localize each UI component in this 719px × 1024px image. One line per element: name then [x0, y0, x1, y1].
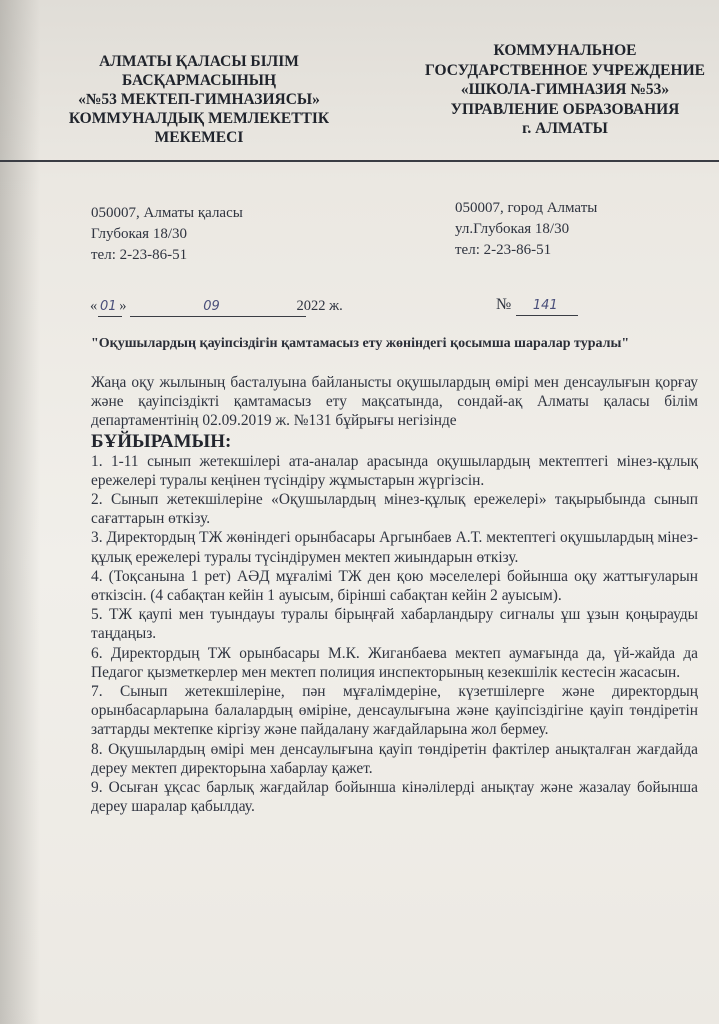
header-left-line: «№53 МЕКТЕП-ГИМНАЗИЯСЫ» — [78, 91, 320, 108]
header-left-line: АЛМАТЫ ҚАЛАСЫ БІЛІМ — [99, 53, 299, 70]
address-line: 050007, Алматы қаласы — [91, 205, 243, 221]
order-item: 6. Директордың ТЖ орынбасары М.К. Жиганбаева мектеп аумағында да, үй-жайда да Педагог қызметкерлер мен мектеп полиция инспекторының кезекшілік кестесін жасасын. — [91, 644, 698, 681]
address-line: Глубокая 18/30 — [91, 226, 187, 242]
header-right-line: «ШКОЛА-ГИМНАЗИЯ №53» — [460, 81, 670, 98]
order-item: 4. (Тоқсанына 1 рет) АӘД мұғалімі ТЖ ден қою мәселелері бойынша оқу жаттығуларын өткізсін. (4 сабақтан кейін 1 ауысым, бірінші сабақтан кейін 2 ауысым). — [91, 567, 698, 605]
order-date — [90, 298, 343, 315]
header-right-line: г. АЛМАТЫ — [522, 120, 608, 137]
order-title: "Оқушылардың қауіпсіздігін қамтамасыз ету жөніндегі қосымша шаралар туралы" — [91, 336, 630, 351]
header-russian — [420, 41, 710, 139]
order-number-value: 141 — [532, 298, 558, 313]
order-item: 9. Осыған ұқсас барлық жағдайлар бойынша кінәлілерді анықтау және жазалау бойынша дереу шаралар қабылдау. — [91, 779, 698, 816]
date-year: 2022 ж. — [296, 298, 343, 314]
order-number-label: № — [496, 296, 512, 313]
address-kazakh — [91, 203, 243, 266]
header-right-line: УПРАВЛЕНИЕ ОБРАЗОВАНИЯ — [450, 100, 680, 118]
preamble: Жаңа оқу жылының басталуына байланысты оқушылардың өмірі мен денсаулығын қорғау және қауіпсіздікті қамтамасыз ету мақсатында, сондай-ақ Алматы қаласы білім департаментінің 02.09.2019 ж. №131 бұйрығы негізінде — [91, 374, 698, 430]
order-item: 8. Оқушылардың өмірі мен денсаулығына қауіп төндіретін фактілер анықталған жағдайда дереу мектеп директорына хабарлау қажет. — [91, 740, 698, 777]
date-day: 01 — [99, 299, 117, 314]
date-close-quote: » — [119, 298, 127, 314]
address-line: ул.Глубокая 18/30 — [455, 221, 570, 237]
order-item: 1. 1-11 сынып жетекшілері ата-аналар арасында оқушылардың мектептегі мінез-құлық ережелері туралы кеңінен түсіндіру жұмыстарын жүргізсін. — [91, 452, 698, 489]
header-right-line: ГОСУДАРСТВЕННОЕ УЧРЕЖДЕНИЕ — [425, 61, 705, 79]
header-left-line: КОММУНАЛДЫҚ МЕМЛЕКЕТТІК — [68, 110, 330, 127]
date-month: 09 — [203, 299, 220, 314]
header-left-line: БАСҚАРМАСЫНЫҢ — [121, 72, 277, 89]
date-day-underline — [98, 316, 122, 317]
order-number-underline — [516, 315, 578, 316]
date-open-quote: « — [90, 298, 98, 314]
order-item: 2. Сынып жетекшілеріне «Оқушылардың мінез-құлық ережелері» тақырыбында сынып сағаттарын өткізу. — [91, 491, 698, 528]
page-shadow — [0, 0, 40, 1024]
address-line: тел: 2-23-86-51 — [91, 247, 188, 263]
header-divider — [0, 160, 719, 162]
order-heading: БҰЙЫРАМЫН: — [91, 430, 232, 452]
order-body — [91, 373, 698, 816]
address-line: 050007, город Алматы — [455, 200, 598, 216]
address-russian — [455, 198, 597, 261]
order-item: 3. Директордың ТЖ жөніндегі орынбасары Аргынбаев А.Т. мектептегі оқушылардың мінез-құлық ережелері туралы түсіндірумен мектеп жиындарын өткізу. — [91, 529, 698, 566]
order-number — [496, 296, 575, 314]
order-item: 5. ТЖ қаупі мен туындауы туралы бірыңғай хабарландыру сигналы ұш ұзын қоңырауды таңдаңыз. — [91, 606, 698, 643]
header-left-line: МЕКЕМЕСІ — [154, 129, 244, 146]
header-right-line: КОММУНАЛЬНОЕ — [493, 42, 637, 59]
header-kazakh — [60, 52, 338, 147]
address-line: тел: 2-23-86-51 — [455, 242, 552, 258]
order-item: 7. Сынып жетекшілеріне, пән мұғалімдеріне, күзетшілерге және директордың орынбасарларына балалардың өміріне, денсаулығына және қауіпсіздігіне қауіп төндіретін заттарды мектепке кіргізу және пайдалану жағдайларына жол бермеу. — [91, 683, 698, 739]
date-month-underline — [130, 316, 306, 317]
